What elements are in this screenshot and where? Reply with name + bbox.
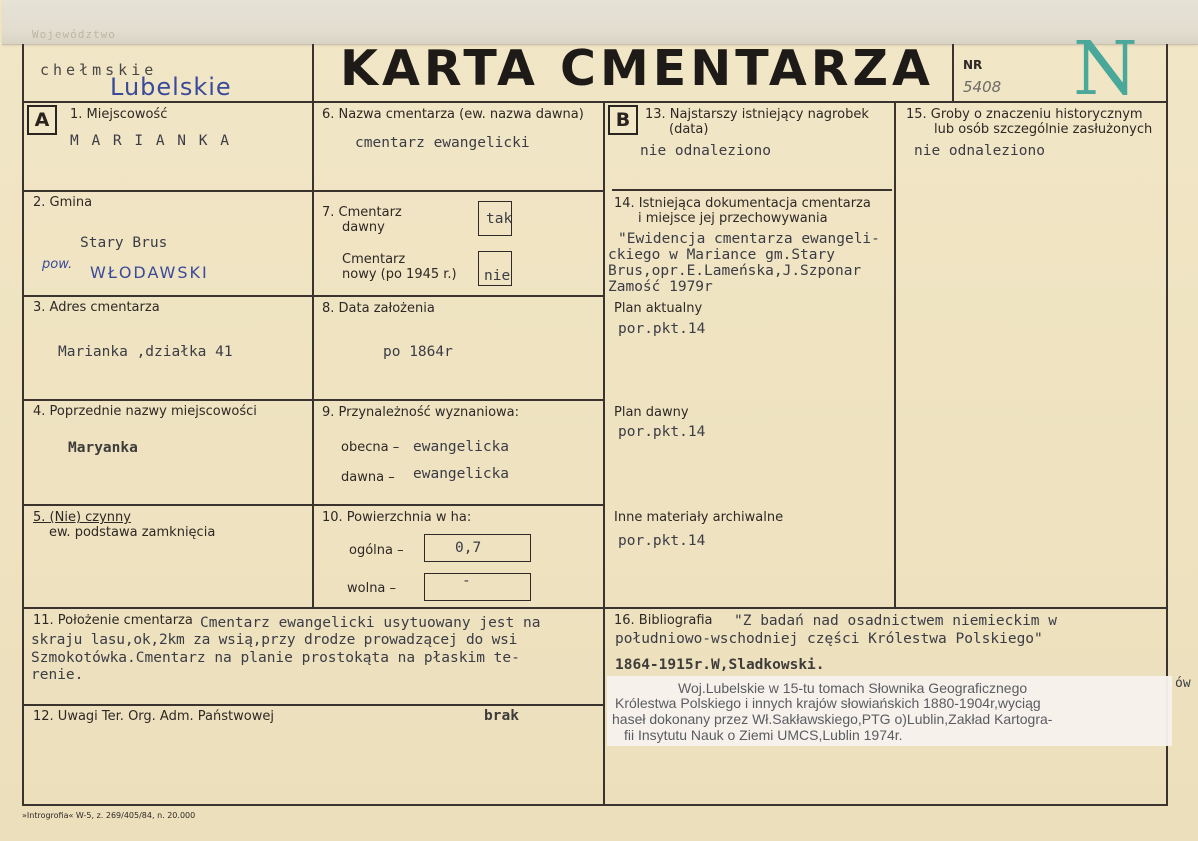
field-9-label: 9. Przynależność wyznaniowa: xyxy=(322,405,520,420)
section-a-box: A xyxy=(27,105,57,135)
field-13-sublabel: (data) xyxy=(669,122,709,137)
field-11-line-3: Szmokotówka.Cmentarz na planie prostokąta na płaskim te- xyxy=(31,650,520,666)
rule-r6 xyxy=(22,704,604,706)
field-10-ogolna-label: ogólna – xyxy=(349,543,404,558)
plan-dawny-label: Plan dawny xyxy=(614,405,689,420)
tape-text: Województwo xyxy=(32,28,116,41)
rule-col3 xyxy=(894,101,896,609)
field-11-line-1: Cmentarz ewangelicki usytuowany jest na xyxy=(200,615,541,631)
field-14-sublabel: i miejsce jej przechowywania xyxy=(638,211,828,226)
rule-b13 xyxy=(612,189,892,191)
rule-r4 xyxy=(22,504,604,506)
field-14-line-2: ckiego w Mariance gm.Stary xyxy=(608,247,835,263)
field-3-label: 3. Adres cmentarza xyxy=(33,300,160,315)
field-12-label: 12. Uwagi Ter. Org. Adm. Państwowej xyxy=(33,709,274,724)
field-6-value: cmentarz ewangelicki xyxy=(355,135,530,151)
overlay-line-2: Królestwa Polskiego i innych krajów słowiańskich 1880-1904r,wyciąg xyxy=(615,695,1041,711)
field-9-dawna-value: ewangelicka xyxy=(413,466,510,482)
rule-bottom xyxy=(22,804,1168,806)
field-4-label: 4. Poprzednie nazwy miejscowości xyxy=(33,404,257,419)
plan-aktualny-label: Plan aktualny xyxy=(614,301,703,316)
field-9-dawna-label: dawna – xyxy=(341,470,395,485)
field-14-line-3: Brus,opr.E.Lameńska,J.Szponar xyxy=(608,263,862,279)
field-8-label: 8. Data założenia xyxy=(322,301,435,316)
rule-col1 xyxy=(312,44,314,609)
print-footer: »Introgrofia« W-5, z. 269/405/84, n. 20.000 xyxy=(22,811,196,820)
field-7-dawny-sublabel: dawny xyxy=(342,220,385,235)
rule-r5 xyxy=(22,607,1168,609)
field-5-label: 5. (Nie) czynny xyxy=(33,510,131,525)
field-13-label: 13. Najstarszy istniejący nagrobek xyxy=(645,107,869,122)
field-12-value: brak xyxy=(484,708,519,724)
field-6-label: 6. Nazwa cmentarza (ew. nazwa dawna) xyxy=(322,107,584,122)
plan-dawny-value: por.pkt.14 xyxy=(618,424,706,440)
overlay-line-3: haseł dokonany przez Wł.Sakławskiego,PTG o)Lublin,Zakład Kartogra- xyxy=(612,711,1053,727)
field-2-label: 2. Gmina xyxy=(33,195,93,210)
rule-r3 xyxy=(22,399,604,401)
plan-aktualny-value: por.pkt.14 xyxy=(618,321,706,337)
adhesive-tape xyxy=(2,0,1198,45)
field-4-value: Maryanka xyxy=(68,440,138,456)
field-9-obecna-label: obecna – xyxy=(341,440,400,455)
field-10-wolna-label: wolna – xyxy=(347,581,397,596)
overlay-line-4: fii Insytutu Nauk o Ziemi UMCS,Lublin 1974r. xyxy=(624,727,903,743)
nr-value: 5408 xyxy=(963,78,1002,96)
field-16-line-1: "Z badań nad osadnictwem niemieckim w xyxy=(734,613,1058,629)
field-11-line-4: renie. xyxy=(31,667,84,683)
stamp-n: N xyxy=(1073,26,1138,112)
field-15-sublabel: lub osób szczególnie zasłużonych xyxy=(934,122,1153,137)
field-7-nowy-value: nie xyxy=(484,268,511,284)
inne-materialy-value: por.pkt.14 xyxy=(618,533,706,549)
field-2-value: Stary Brus xyxy=(80,235,168,251)
field-16-line-2: południowo-wschodniej części Królestwa Polskiego" xyxy=(615,631,1043,647)
field-1-value: M A R I A N K A xyxy=(70,133,231,149)
powiat-value: WŁODAWSKI xyxy=(90,263,209,282)
field-15-label: 15. Groby o znaczeniu historycznym xyxy=(906,107,1143,122)
voivodeship-new: Lubelskie xyxy=(110,73,232,101)
field-10-wolna-value: - xyxy=(462,573,471,589)
field-11-label: 11. Położenie cmentarza xyxy=(33,613,193,628)
field-7-dawny-label: 7. Cmentarz xyxy=(322,205,402,220)
powiat-prefix: pow. xyxy=(42,257,73,272)
wolna-box xyxy=(424,573,531,601)
field-14-line-4: Zamość 1979r xyxy=(608,279,713,295)
field-10-label: 10. Powierzchnia w ha: xyxy=(322,510,472,525)
field-11-line-2: skraju lasu,ok,2km za wsią,przy drodze prowadzącej do wsi xyxy=(31,632,518,648)
rule-r2 xyxy=(22,295,604,297)
field-7-nowy-sublabel: nowy (po 1945 r.) xyxy=(342,267,457,282)
field-5-sublabel: ew. podstawa zamknięcia xyxy=(49,525,216,540)
field-13-value: nie odnaleziono xyxy=(640,143,771,159)
rule-top xyxy=(22,101,1168,103)
field-16-label: 16. Bibliografia xyxy=(614,613,713,628)
section-b-box: B xyxy=(608,105,638,135)
field-15-value: nie odnaleziono xyxy=(914,143,1045,159)
field-3-value: Marianka ,działka 41 xyxy=(58,344,233,360)
field-9-obecna-value: ewangelicka xyxy=(413,439,510,455)
rule-col2 xyxy=(603,101,605,804)
field-7-dawny-value: tak xyxy=(486,211,513,227)
field-16-line-3: 1864-1915r.W,Sladkowski. xyxy=(615,657,825,673)
field-7-nowy-label: Cmentarz xyxy=(342,252,406,267)
rule-r1 xyxy=(22,190,604,192)
field-14-line-1: "Ewidencja cmentarza ewangeli- xyxy=(618,231,880,247)
overlay-tail: ów xyxy=(1175,676,1191,691)
inne-materialy-label: Inne materiały archiwalne xyxy=(614,510,784,525)
voivodeship-old: chełmskie xyxy=(40,61,158,79)
rule-left xyxy=(22,44,24,806)
nr-label: NR xyxy=(963,58,983,72)
rule-nr xyxy=(952,44,954,102)
overlay-line-1: Woj.Lubelskie w 15-tu tomach Słownika Geograficznego xyxy=(678,680,1028,696)
field-10-ogolna-value: 0,7 xyxy=(455,540,482,556)
field-14-label: 14. Istniejąca dokumentacja cmentarza xyxy=(614,196,871,211)
field-8-value: po 1864r xyxy=(383,344,453,360)
field-1-label: 1. Miejscowość xyxy=(70,107,168,122)
page-title: KARTA CMENTARZA xyxy=(340,40,934,97)
